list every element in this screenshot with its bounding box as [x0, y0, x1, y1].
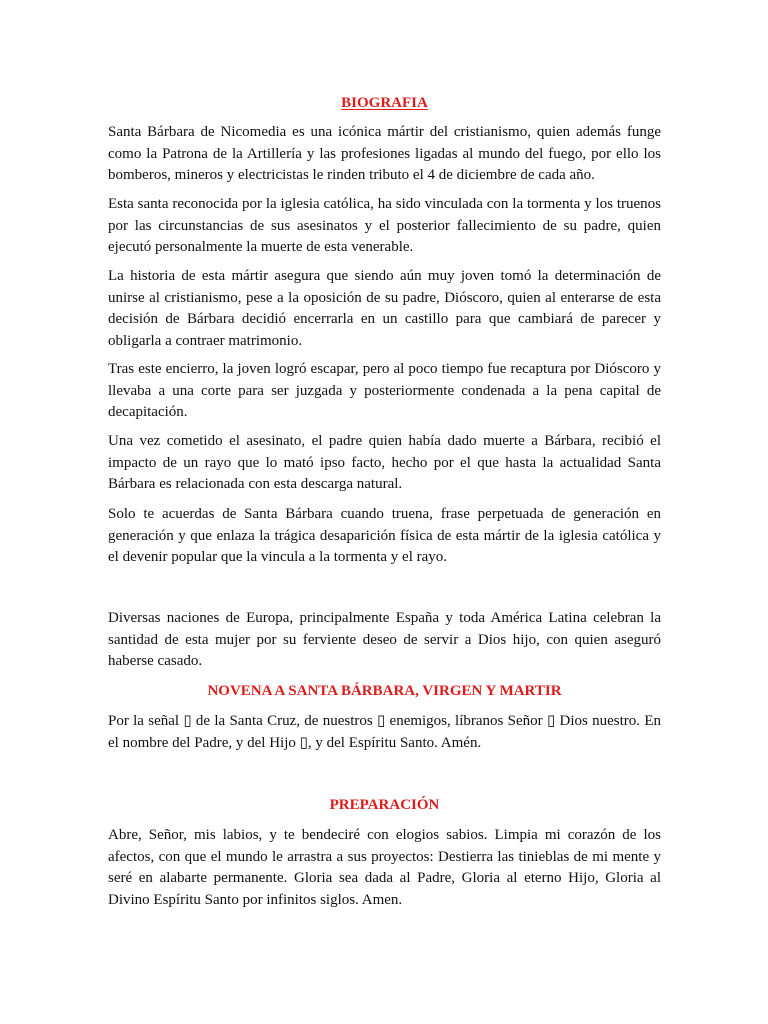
paragraph-encierro: Tras este encierro, la joven logró escapar, pero al poco tiempo fue recaptura por Dióscoro y llevaba a una corte para ser juzgada y posteriormente condenada a la pena capital de decapitación. [108, 361, 661, 420]
paragraph-naciones: Diversas naciones de Europa, principalmente España y toda América Latina celebran la santidad de esta mujer por su ferviente deseo de servir a Dios hijo, con quien aseguró haberse casado. [108, 610, 661, 669]
paragraph-senal: Por la señal ▯ de la Santa Cruz, de nuestros ▯ enemigos, líbranos Señor ▯ Dios nuestro. En el nombre del Padre, y del Hijo ▯, y del Espíritu Santo. Amén. [108, 713, 661, 751]
heading-biografia: BIOGRAFIA [341, 95, 428, 111]
paragraph-asesinato: Una vez cometido el asesinato, el padre quien había dado muerte a Bárbara, recibió el impacto de un rayo que lo mató ipso facto, hecho por el que hasta la actualidad Santa Bárbara es relacionada con esta descarga natural. [108, 433, 661, 492]
heading-preparacion: PREPARACIÓN [329, 797, 440, 813]
paragraph-preparacion: Abre, Señor, mis labios, y te bendeciré con elogios sabios. Limpia mi corazón de los afectos, con que el mundo le arrastra a sus proyectos: Destierra las tinieblas de mi mente y seré en alabarte permanente. Gloria sea dada al Padre, Gloria al eterno Hijo, Gloria al Divino Espíritu Santo por infinitos siglos. Amen. [108, 827, 661, 908]
heading-novena: NOVENA A SANTA BÁRBARA, VIRGEN Y MARTIR [207, 683, 562, 699]
paragraph-tormenta: Esta santa reconocida por la iglesia católica, ha sido vinculada con la tormenta y los truenos por las circunstancias de sus asesinatos y el posterior fallecimiento de su padre, quien ejecutó personalmente la muerte de esta venerable. [108, 196, 661, 255]
paragraph-intro: Santa Bárbara de Nicomedia es una icónica mártir del cristianismo, quien además funge como la Patrona de la Artillería y las profesiones ligadas al mundo del fuego, por ello los bomberos, mineros y electricistas le rinden tributo el 4 de diciembre de cada año. [108, 124, 661, 183]
paragraph-truena: Solo te acuerdas de Santa Bárbara cuando truena, frase perpetuada de generación en generación y que enlaza la trágica desaparición física de esta mártir de la iglesia católica y el devenir popular que la vincula a la tormenta y el rayo. [108, 506, 661, 565]
paragraph-historia: La historia de esta mártir asegura que siendo aún muy joven tomó la determinación de unirse al cristianismo, pese a la oposición de su padre, Dióscoro, quien al enterarse de esta decisión de Bárbara decidió encerrarla en un castillo para que cambiará de parecer y obligarla a contraer matrimonio. [108, 268, 661, 349]
